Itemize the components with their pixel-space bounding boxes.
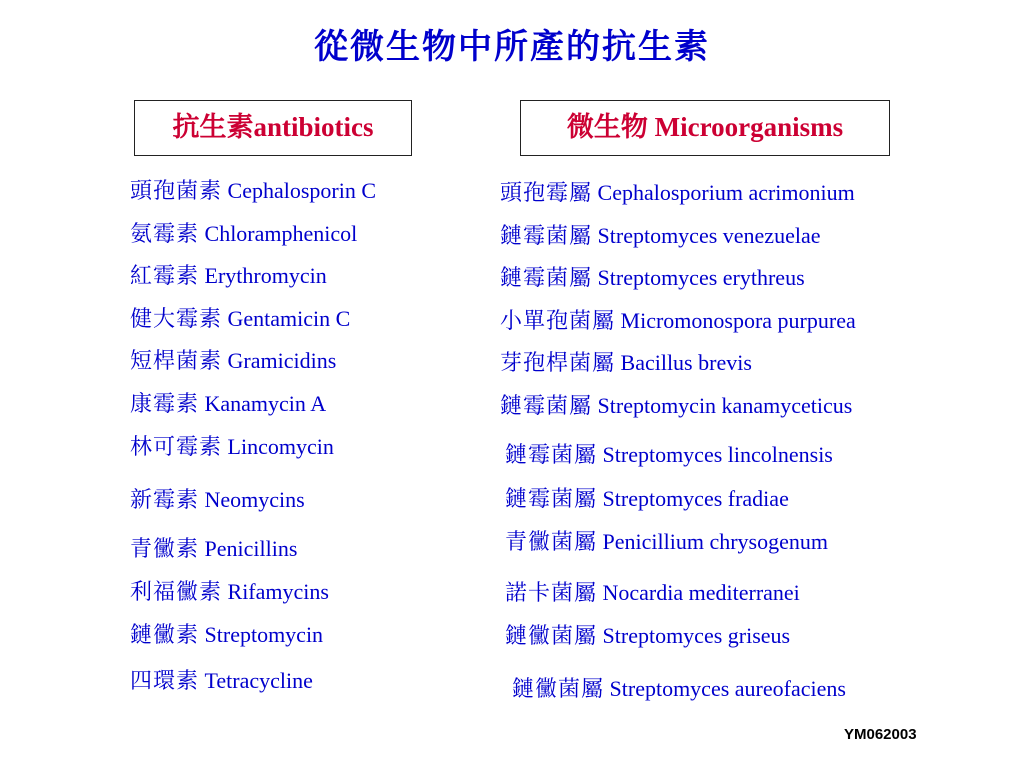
microorganism-en: Streptomyces aureofaciens: [609, 676, 846, 701]
antibiotic-row: [130, 535, 297, 563]
antibiotic-row: [130, 621, 323, 649]
antibiotic-en: Tetracycline: [204, 668, 313, 693]
antibiotic-zh: 鏈黴素: [130, 622, 200, 647]
antibiotic-row: [130, 220, 357, 248]
microorganism-zh: 鏈霉菌屬: [505, 442, 598, 467]
antibiotic-row: [130, 390, 326, 418]
antibiotic-en: Penicillins: [204, 536, 298, 561]
antibiotic-en: Lincomycin: [227, 434, 334, 459]
microorganism-row: [505, 579, 800, 607]
microorganism-zh: 芽孢桿菌屬: [500, 350, 616, 375]
antibiotic-en: Neomycins: [204, 487, 305, 512]
microorganism-row: [500, 222, 820, 250]
antibiotic-row: [130, 578, 329, 606]
antibiotic-zh: 林可霉素: [130, 434, 223, 459]
microorganism-row: [505, 622, 790, 650]
antibiotic-zh: 康霉素: [130, 391, 200, 416]
microorganism-row: [500, 349, 752, 377]
antibiotic-en: Cephalosporin C: [227, 178, 377, 203]
microorganism-en: Streptomyces lincolnensis: [602, 442, 833, 467]
microorganism-zh: 鏈霉菌屬: [505, 486, 598, 511]
microorganism-zh: 諾卡菌屬: [505, 580, 598, 605]
microorganism-en: Penicillium chrysogenum: [602, 529, 828, 554]
microorganism-en: Streptomyces griseus: [602, 623, 791, 648]
antibiotic-row: [130, 305, 350, 333]
microorganism-row: [505, 528, 828, 556]
antibiotic-zh: 四環素: [130, 668, 200, 693]
microorganism-en: Bacillus brevis: [620, 350, 752, 375]
antibiotic-row: [130, 667, 313, 695]
microorganism-zh: 鏈黴菌屬: [512, 676, 605, 701]
antibiotic-zh: 新霉素: [130, 487, 200, 512]
antibiotic-en: Gentamicin C: [227, 306, 351, 331]
antibiotic-en: Erythromycin: [204, 263, 327, 288]
microorganism-zh: 鏈霉菌屬: [500, 223, 593, 248]
antibiotic-row: [130, 177, 376, 205]
microorganism-zh: 鏈霉菌屬: [500, 393, 593, 418]
microorganism-row: [505, 485, 789, 513]
microorganism-row: [500, 392, 852, 420]
antibiotic-row: [130, 486, 305, 514]
antibiotic-zh: 利福黴素: [130, 579, 223, 604]
slide-id-label: YM062003: [844, 726, 917, 743]
microorganism-en: Streptomyces fradiae: [602, 486, 789, 511]
microorganism-row: [505, 441, 833, 469]
microorganism-en: Streptomyces venezuelae: [597, 223, 821, 248]
antibiotic-zh: 青黴素: [130, 536, 200, 561]
antibiotic-zh: 氨霉素: [130, 221, 200, 246]
microorganism-row: [500, 264, 805, 292]
antibiotic-zh: 紅霉素: [130, 263, 200, 288]
antibiotic-zh: 短桿菌素: [130, 348, 223, 373]
microorganism-en: Micromonospora purpurea: [620, 308, 856, 333]
microorganism-zh: 鏈霉菌屬: [500, 265, 593, 290]
antibiotic-row: [130, 433, 334, 461]
antibiotic-en: Rifamycins: [227, 579, 329, 604]
antibiotic-en: Chloramphenicol: [204, 221, 358, 246]
microorganism-zh: 鏈黴菌屬: [505, 623, 598, 648]
antibiotics-header: 抗生素antibiotics: [134, 100, 412, 156]
microorganism-row: [512, 675, 846, 703]
microorganism-zh: 小單孢菌屬: [500, 308, 616, 333]
microorganism-zh: 青黴菌屬: [505, 529, 598, 554]
microorganisms-header: 微生物 Microorganisms: [520, 100, 890, 156]
antibiotic-en: Kanamycin A: [204, 391, 327, 416]
antibiotic-zh: 健大霉素: [130, 306, 223, 331]
microorganism-en: Nocardia mediterranei: [602, 580, 800, 605]
microorganism-en: Streptomycin kanamyceticus: [597, 393, 853, 418]
antibiotic-zh: 頭孢菌素: [130, 178, 223, 203]
antibiotic-row: [130, 347, 336, 375]
microorganism-row: [500, 307, 856, 335]
microorganism-en: Streptomyces erythreus: [597, 265, 805, 290]
antibiotic-en: Streptomycin: [204, 622, 324, 647]
microorganism-zh: 頭孢霉屬: [500, 180, 593, 205]
microorganism-en: Cephalosporium acrimonium: [597, 180, 855, 205]
page-title: 從微生物中所產的抗生素: [314, 29, 710, 66]
antibiotic-row: [130, 262, 327, 290]
antibiotic-en: Gramicidins: [227, 348, 337, 373]
microorganism-row: [500, 179, 855, 207]
